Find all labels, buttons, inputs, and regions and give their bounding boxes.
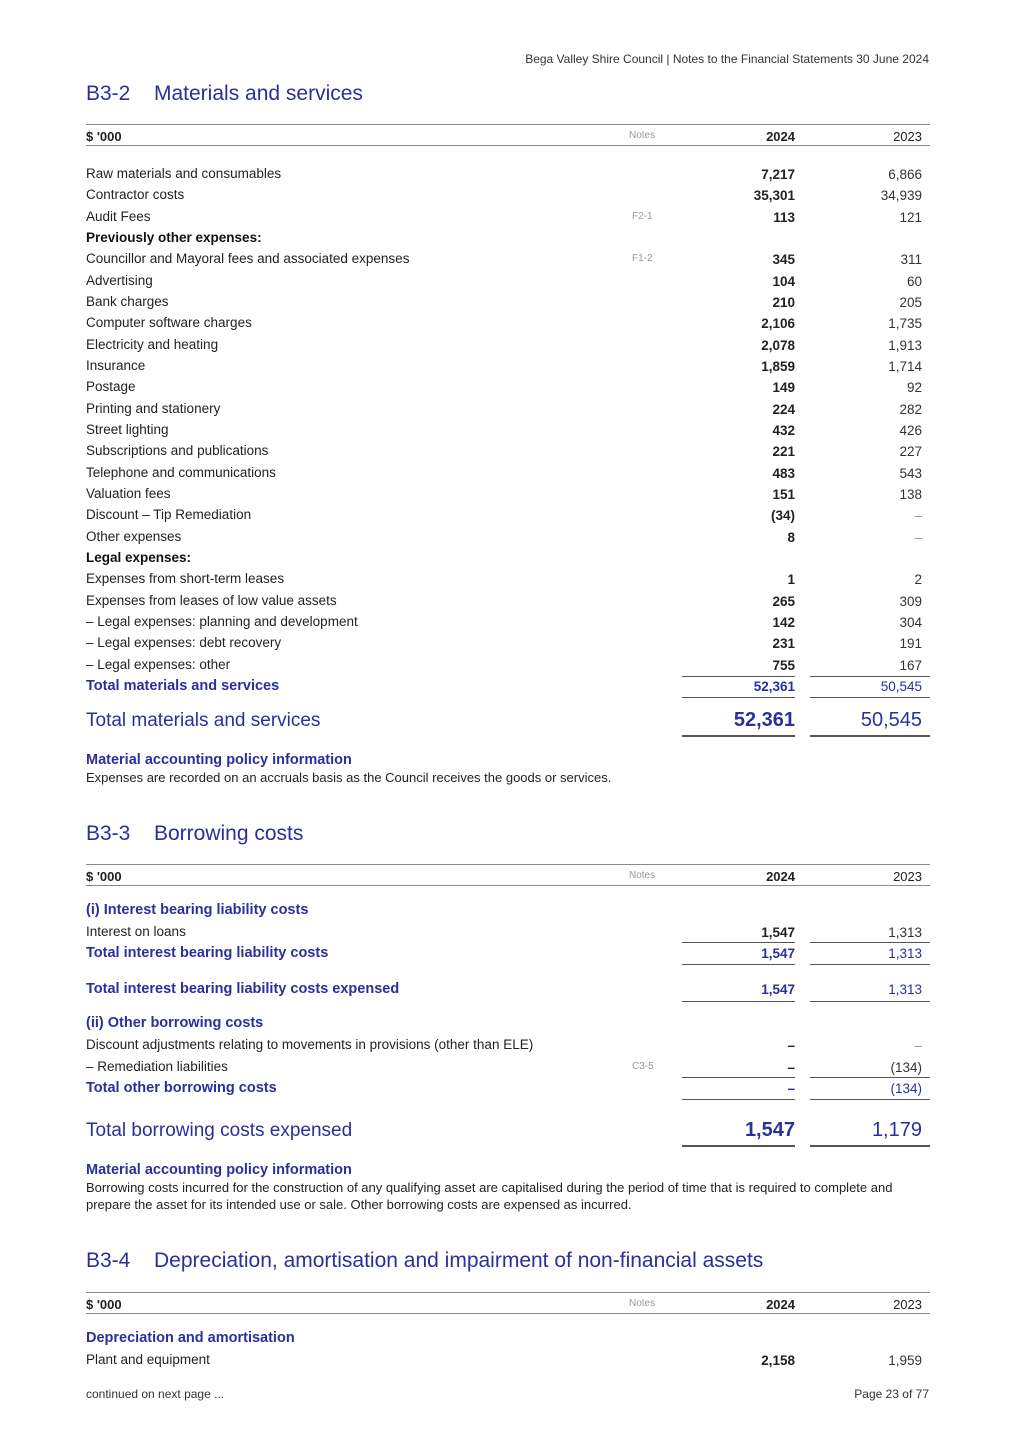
value-2023: 426 <box>899 422 922 438</box>
value-2023: 543 <box>899 465 922 481</box>
year-2024-header: 2024 <box>766 1297 795 1312</box>
value-2023: 167 <box>899 657 922 673</box>
row-label: Total other borrowing costs <box>86 1079 277 1096</box>
section-title-b3-3 <box>86 822 303 846</box>
year-2023-header: 2023 <box>893 129 922 144</box>
grand-2024: 52,361 <box>733 709 795 731</box>
table-row <box>86 1057 930 1078</box>
row-label: Councillor and Mayoral fees and associated expenses <box>86 251 410 267</box>
value-2024: – <box>787 1080 795 1096</box>
policy-text: Expenses are recorded on an accruals basis as the Council receives the goods or services. <box>86 770 612 785</box>
value-2023: 1,313 <box>888 946 922 962</box>
value-2024: – <box>787 1038 795 1054</box>
section-number: B3-4 <box>86 1249 131 1272</box>
subheading-row <box>86 900 930 922</box>
subheading-row <box>86 1328 930 1350</box>
value-2023: 227 <box>899 444 922 460</box>
row-label: – Remediation liabilities <box>86 1058 228 1074</box>
running-header: Bega Valley Shire Council | Notes to the Financial Statements 30 June 2024 <box>525 52 929 66</box>
policy-heading: Material accounting policy information <box>86 1162 352 1178</box>
table-row <box>86 484 930 505</box>
row-label: Previously other expenses: <box>86 229 262 245</box>
table-row <box>86 420 930 441</box>
row-label: – Legal expenses: other <box>86 656 231 672</box>
row-label: Total interest bearing liability costs expensed <box>86 981 400 998</box>
row-label: Insurance <box>86 357 146 373</box>
value-2023: (134) <box>890 1080 922 1096</box>
row-label: Expenses from short-term leases <box>86 571 285 587</box>
value-2024: 1,547 <box>761 982 795 998</box>
total-expensed-row <box>86 979 930 1002</box>
table-row <box>86 228 930 249</box>
value-2024: 35,301 <box>753 188 795 204</box>
page-number: Page 23 of 77 <box>854 1387 929 1401</box>
table-row <box>86 399 930 420</box>
value-2023: 1,913 <box>888 337 922 353</box>
value-2024: 2,158 <box>761 1353 795 1368</box>
policy-heading: Material accounting policy information <box>86 752 352 768</box>
value-2023: 121 <box>899 209 922 225</box>
value-2024: 1 <box>787 572 795 588</box>
table-row <box>86 313 930 334</box>
section-title-b3-2 <box>86 82 363 106</box>
value-2023: 50,545 <box>880 678 922 694</box>
value-2024: 755 <box>772 657 795 673</box>
table-row <box>86 271 930 292</box>
grand-2023: 50,545 <box>860 709 922 731</box>
subheading: (ii) Other borrowing costs <box>86 1015 264 1032</box>
value-2024: 483 <box>772 465 795 481</box>
table-header <box>86 124 930 146</box>
grand-label: Total borrowing costs expensed <box>86 1120 353 1141</box>
unit-header: $ '000 <box>86 1297 122 1312</box>
value-2024: 2,078 <box>761 337 795 353</box>
section-heading: Borrowing costs <box>154 822 304 845</box>
row-label: Total interest bearing liability costs <box>86 945 329 962</box>
section-heading: Depreciation, amortisation and impairment of non-financial assets <box>154 1249 764 1272</box>
table-row <box>86 356 930 377</box>
value-2023: 191 <box>899 636 922 652</box>
grand-label: Total materials and services <box>86 710 321 731</box>
value-2023: – <box>914 529 922 545</box>
value-2023: 6,866 <box>888 167 922 182</box>
subheading-row <box>86 1013 930 1035</box>
value-2024: 224 <box>772 401 795 417</box>
section-number: B3-2 <box>86 82 131 105</box>
table-row <box>86 249 930 270</box>
value-2024: 1,547 <box>761 946 795 962</box>
borrowing-policy <box>86 1162 930 1213</box>
materials-grand-total <box>86 707 930 737</box>
row-label: Discount adjustments relating to movements in provisions (other than ELE) <box>86 1037 534 1053</box>
note-ref: C3-5 <box>632 1060 654 1072</box>
total-row <box>86 1078 930 1100</box>
value-2024: 8 <box>787 529 795 545</box>
value-2024: 2,106 <box>761 316 795 332</box>
materials-total-row <box>86 676 930 698</box>
borrowing-table <box>86 864 930 1100</box>
value-2023: 60 <box>906 273 922 289</box>
row-label: Plant and equipment <box>86 1352 210 1367</box>
table-row <box>86 569 930 590</box>
table-row <box>86 655 930 676</box>
table-row <box>86 164 930 185</box>
value-2024: – <box>787 1059 795 1075</box>
value-2023: 1,313 <box>888 982 922 998</box>
value-2024: 210 <box>772 294 795 310</box>
value-2023: 311 <box>900 252 922 268</box>
notes-header: Notes <box>629 870 656 881</box>
section-title-b3-4 <box>86 1249 763 1273</box>
value-2024: 142 <box>772 614 795 630</box>
year-2024-header: 2024 <box>766 129 795 144</box>
table-row <box>86 922 930 943</box>
row-label: Advertising <box>86 272 153 288</box>
table-row <box>86 207 930 228</box>
value-2023: 205 <box>899 294 922 310</box>
row-label: Other expenses <box>86 528 182 544</box>
value-2023: 282 <box>899 401 922 417</box>
value-2024: 345 <box>772 252 795 268</box>
value-2024: 7,217 <box>761 167 795 182</box>
value-2023: – <box>914 508 922 524</box>
unit-header: $ '000 <box>86 869 122 884</box>
value-2024: 149 <box>772 380 795 396</box>
value-2023: 1,959 <box>888 1353 922 1368</box>
value-2024: 52,361 <box>753 678 795 694</box>
grand-2023: 1,179 <box>871 1119 922 1141</box>
grand-2024: 1,547 <box>744 1119 795 1141</box>
table-row <box>86 335 930 356</box>
row-label: Contractor costs <box>86 187 185 203</box>
row-label: Street lighting <box>86 421 169 437</box>
row-label: Total materials and services <box>86 677 280 694</box>
value-2023: 1,313 <box>888 925 922 940</box>
row-label: Electricity and heating <box>86 336 219 352</box>
value-2024: 113 <box>773 209 795 225</box>
value-2023: 1,735 <box>888 316 922 332</box>
row-label: Interest on loans <box>86 924 186 939</box>
table-row <box>86 505 930 526</box>
value-2024: 104 <box>772 273 795 289</box>
row-label: Telephone and communications <box>86 464 276 480</box>
policy-text: Borrowing costs incurred for the construction of any qualifying asset are capitalised during the period of time that is required to complete and prepare the asset for its intended use or sale. Other borrowing costs are expensed as incurred. <box>86 1180 893 1212</box>
table-row <box>86 441 930 462</box>
value-2023: 309 <box>899 593 922 609</box>
section-heading: Materials and services <box>154 82 363 105</box>
total-row <box>86 943 930 965</box>
row-label: Subscriptions and publications <box>86 443 269 459</box>
year-2023-header: 2023 <box>893 869 922 884</box>
value-2023: 2 <box>914 572 922 588</box>
value-2023: – <box>914 1038 922 1054</box>
value-2024: 1,859 <box>761 358 795 374</box>
row-label: Audit Fees <box>86 208 151 224</box>
value-2023: 304 <box>899 614 922 630</box>
row-label: Raw materials and consumables <box>86 166 282 181</box>
note-ref: F1-2 <box>632 253 653 265</box>
value-2024: 432 <box>772 422 795 438</box>
section-number: B3-3 <box>86 822 131 845</box>
value-2024: 151 <box>772 486 795 502</box>
materials-table <box>86 124 930 698</box>
value-2024: 265 <box>772 593 795 609</box>
table-row <box>86 185 930 206</box>
table-row <box>86 527 930 548</box>
row-label: Valuation fees <box>86 485 171 501</box>
subheading: (i) Interest bearing liability costs <box>86 902 309 918</box>
table-row <box>86 612 930 633</box>
value-2024: 1,547 <box>761 925 795 940</box>
row-label: Bank charges <box>86 293 169 309</box>
table-row <box>86 1350 930 1371</box>
table-row <box>86 1035 930 1056</box>
table-row <box>86 633 930 654</box>
materials-policy <box>86 752 930 786</box>
row-label: Computer software charges <box>86 315 252 331</box>
table-row <box>86 591 930 612</box>
row-label: – Legal expenses: planning and development <box>86 613 358 629</box>
notes-header: Notes <box>629 130 656 141</box>
value-2024: 221 <box>772 444 795 460</box>
table-header <box>86 1292 930 1314</box>
notes-header: Notes <box>629 1298 656 1309</box>
row-label: Postage <box>86 379 136 395</box>
value-2023: 138 <box>899 486 922 502</box>
table-row <box>86 377 930 398</box>
value-2023: 34,939 <box>880 188 922 204</box>
subheading: Depreciation and amortisation <box>86 1330 295 1346</box>
note-ref: F2-1 <box>632 210 653 222</box>
value-2023: (134) <box>890 1059 922 1075</box>
row-label: Legal expenses: <box>86 549 192 565</box>
row-label: Discount – Tip Remediation <box>86 507 252 523</box>
table-row <box>86 292 930 313</box>
row-label: Expenses from leases of low value assets <box>86 592 337 608</box>
row-label: Printing and stationery <box>86 400 221 416</box>
year-2024-header: 2024 <box>766 869 795 884</box>
year-2023-header: 2023 <box>893 1297 922 1312</box>
materials-rows <box>86 164 930 676</box>
value-2023: 92 <box>906 380 922 396</box>
unit-header: $ '000 <box>86 129 122 144</box>
table-header <box>86 864 930 886</box>
value-2023: 1,714 <box>888 358 922 374</box>
table-row <box>86 548 930 569</box>
table-row <box>86 463 930 484</box>
borrowing-grand-total <box>86 1117 930 1147</box>
continued-note: continued on next page ... <box>86 1387 225 1401</box>
depreciation-table <box>86 1292 930 1371</box>
value-2024: (34) <box>770 508 795 524</box>
value-2024: 231 <box>772 636 795 652</box>
row-label: – Legal expenses: debt recovery <box>86 635 282 651</box>
